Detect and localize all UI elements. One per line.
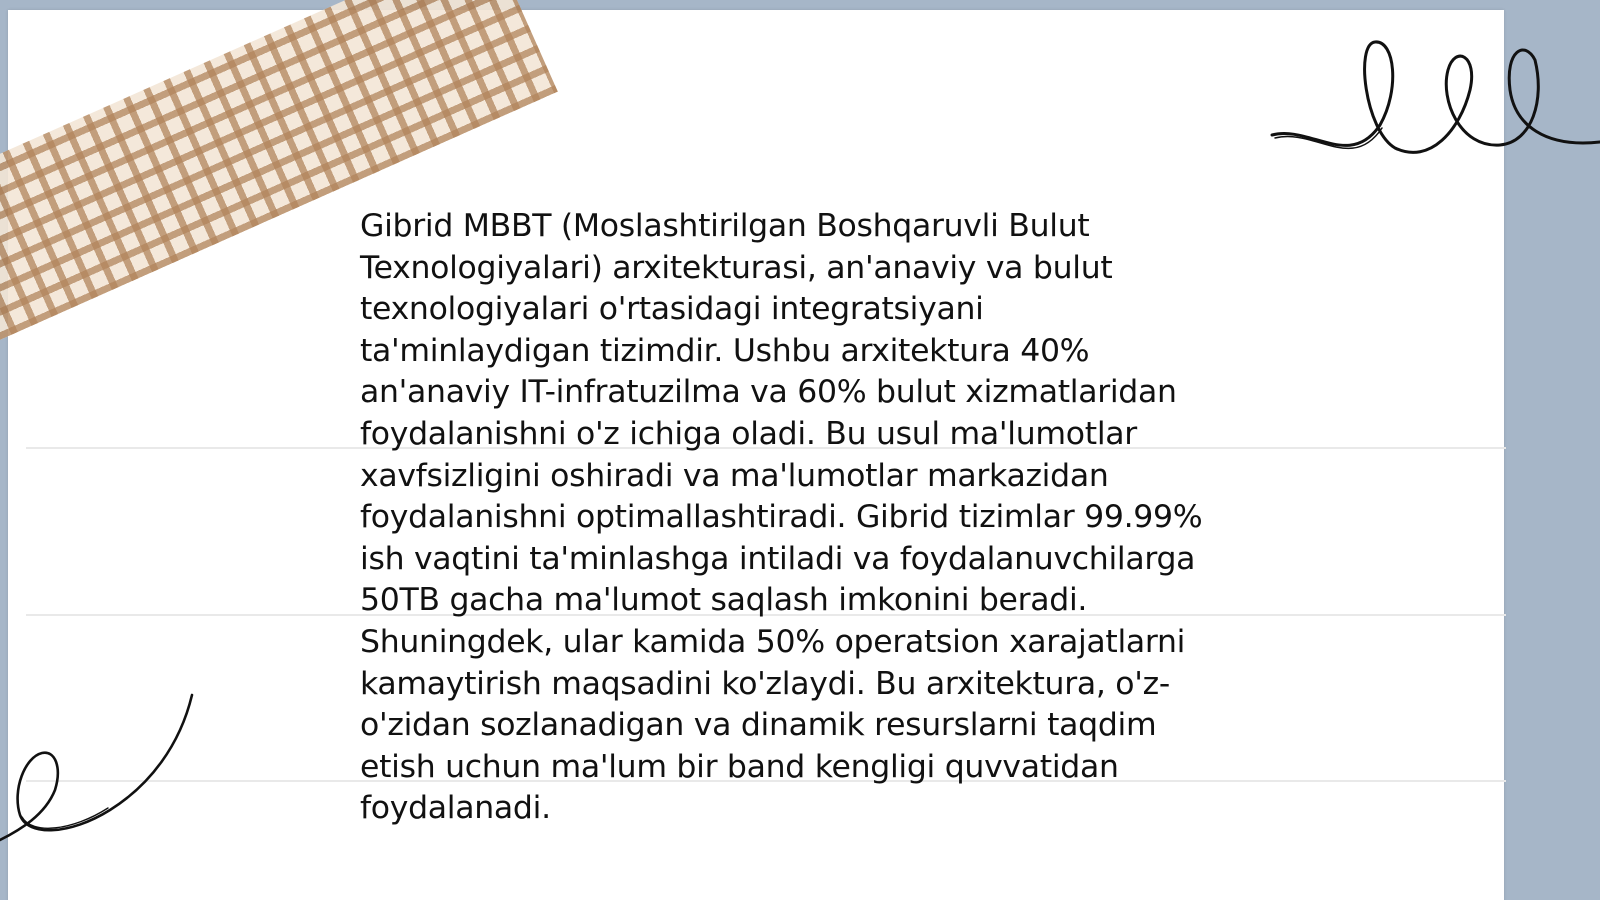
- paragraph-line: Shuningdek, ular kamida 50% operatsion xarajatlarni: [360, 623, 1186, 660]
- paragraph-line: 50TB gacha ma'lumot saqlash imkonini beradi.: [360, 582, 1088, 619]
- body-paragraph: [360, 206, 1260, 830]
- paragraph-line: kamaytirish maqsadini ko'zlaydi. Bu arxitektura, o'z-: [360, 665, 1170, 702]
- loop-squiggle-icon: [1270, 30, 1600, 170]
- paragraph-line: an'anaviy IT-infratuzilma va 60% bulut xizmatlaridan: [360, 374, 1177, 411]
- paragraph-line: xavfsizligini oshiradi va ma'lumotlar markazidan: [360, 457, 1109, 494]
- paragraph-line: foydalanadi.: [360, 790, 551, 827]
- swirl-stroke-icon: [0, 695, 200, 845]
- paragraph-line: o'zidan sozlanadigan va dinamik resurslarni taqdim: [360, 707, 1157, 744]
- paragraph-line: foydalanishni o'z ichiga oladi. Bu usul ma'lumotlar: [360, 415, 1137, 452]
- paragraph-line: Gibrid MBBT (Moslashtirilgan Boshqaruvli Bulut: [360, 208, 1090, 244]
- paragraph-line: ish vaqtini ta'minlashga intiladi va foydalanuvchilarga: [360, 540, 1196, 577]
- paragraph-line: ta'minlaydigan tizimdir. Ushbu arxitektura 40%: [360, 332, 1090, 369]
- paragraph-line: Texnologiyalari) arxitekturasi, an'anaviy va bulut: [360, 249, 1113, 286]
- paragraph-line: texnologiyalari o'rtasidagi integratsiyani: [360, 291, 984, 328]
- paragraph-line: foydalanishni optimallashtiradi. Gibrid tizimlar 99.99%: [360, 499, 1203, 536]
- paragraph-line: etish uchun ma'lum bir band kengligi quvvatidan: [360, 748, 1119, 785]
